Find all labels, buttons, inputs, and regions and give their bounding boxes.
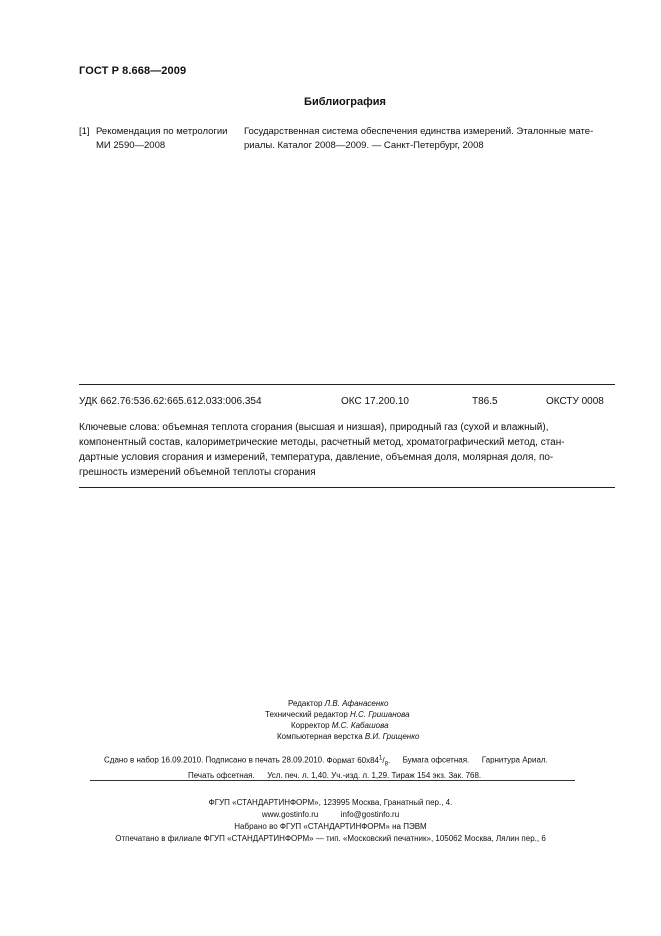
keywords-line-2: компонентный состав, калориметрические методы, расчетный метод, хроматографический метод, стан- — [79, 437, 565, 448]
print-usl: Усл. печ. л. 1,40. — [267, 771, 329, 781]
publisher-line-4: Отпечатано в филиале ФГУП «СТАНДАРТИНФОРМ» — тип. «Московский печатник», 105062 Москва, Лялин пер., 6 — [115, 834, 546, 843]
credit-tech-editor-name: Н.С. Гришанова — [350, 710, 410, 719]
bibliography-desc-line-1: Государственная система обеспечения единства измерений. Эталонные мате- — [244, 126, 594, 137]
publisher-contacts — [0, 809, 661, 821]
keywords-line-4: грешность измерений объемной теплоты сгорания — [79, 467, 316, 478]
bibliography-doc-line-2: МИ 2590—2008 — [96, 140, 166, 151]
print-info-block — [104, 752, 584, 782]
print-paper: Бумага офсетная. — [402, 755, 470, 765]
print-zak: Зак. 768. — [448, 771, 482, 781]
credit-layout — [265, 731, 419, 742]
bibliography-entry-description — [244, 125, 615, 153]
credits-block — [265, 698, 419, 742]
credit-editor — [265, 698, 419, 709]
credit-corrector-label: Корректор — [291, 721, 330, 730]
print-info-line-1 — [104, 752, 584, 770]
print-format-prefix: Формат 60х84 — [326, 755, 379, 765]
credit-layout-label: Компьютерная верстка — [277, 732, 363, 741]
keywords-line-1: Ключевые слова: объемная теплота сгорания (высшая и низшая), природный газ (сухой и влажный), — [79, 422, 549, 433]
bibliography-title: Библиография — [304, 96, 386, 108]
print-signed: Подписано в печать 28.09.2010. — [205, 755, 325, 765]
publisher-block — [0, 797, 661, 845]
print-sent: Сдано в набор 16.09.2010. — [104, 755, 204, 765]
credit-corrector — [265, 720, 419, 731]
bibliography-entry-number: [1] — [79, 126, 90, 137]
publisher-line-3: Набрано во ФГУП «СТАНДАРТИНФОРМ» на ПЭВМ — [234, 822, 427, 831]
print-uch: Уч.-изд. л. 1,29. — [331, 771, 390, 781]
udk-code: УДК 662.76:536.62:665.612.033:006.354 — [79, 396, 262, 407]
publisher-line-1: ФГУП «СТАНДАРТИНФОРМ», 123995 Москва, Гранатный пер., 4. — [208, 798, 453, 807]
credit-editor-name: Л.В. Афанасенко — [324, 699, 389, 708]
keywords-block — [79, 420, 615, 480]
bibliography-desc-line-2: риалы. Каталог 2008—2009. — Санкт-Петербург, 2008 — [244, 140, 484, 151]
print-tirazh: Тираж 154 экз. — [391, 771, 447, 781]
credit-corrector-name: М.С. Кабашова — [331, 721, 389, 730]
credit-layout-name: В.И. Грищенко — [364, 732, 420, 741]
print-format-sup: 1 — [378, 755, 383, 761]
credit-editor-label: Редактор — [288, 699, 323, 708]
print-format: Формат $60х84^1/_8$. — [326, 755, 391, 768]
print-font: Гарнитура Ариал. — [481, 755, 548, 765]
standard-header: ГОСТ Р 8.668—2009 — [79, 65, 187, 77]
bibliography-doc-line-1: Рекомендация по метрологии — [96, 126, 228, 137]
okstu-code: ОКСТУ 0008 — [546, 396, 604, 407]
publisher-website: www.gostinfo.ru — [261, 810, 319, 819]
print-type: Печать офсетная. — [188, 771, 255, 781]
classification-bottom-rule — [79, 487, 615, 488]
credit-tech-editor-label: Технический редактор — [265, 710, 348, 719]
t-code: Т86.5 — [472, 396, 498, 407]
bibliography-entry-document — [96, 125, 246, 153]
print-format-sub: 8 — [384, 761, 388, 768]
oks-code: ОКС 17.200.10 — [341, 396, 409, 407]
publisher-email: info@gostinfo.ru — [340, 810, 400, 819]
publisher-rule — [90, 780, 575, 781]
classification-top-rule — [79, 384, 615, 385]
credit-tech-editor — [265, 709, 419, 720]
keywords-line-3: дартные условия сгорания и измерений, температура, давление, объемная доля, молярная доля, по- — [79, 452, 554, 463]
